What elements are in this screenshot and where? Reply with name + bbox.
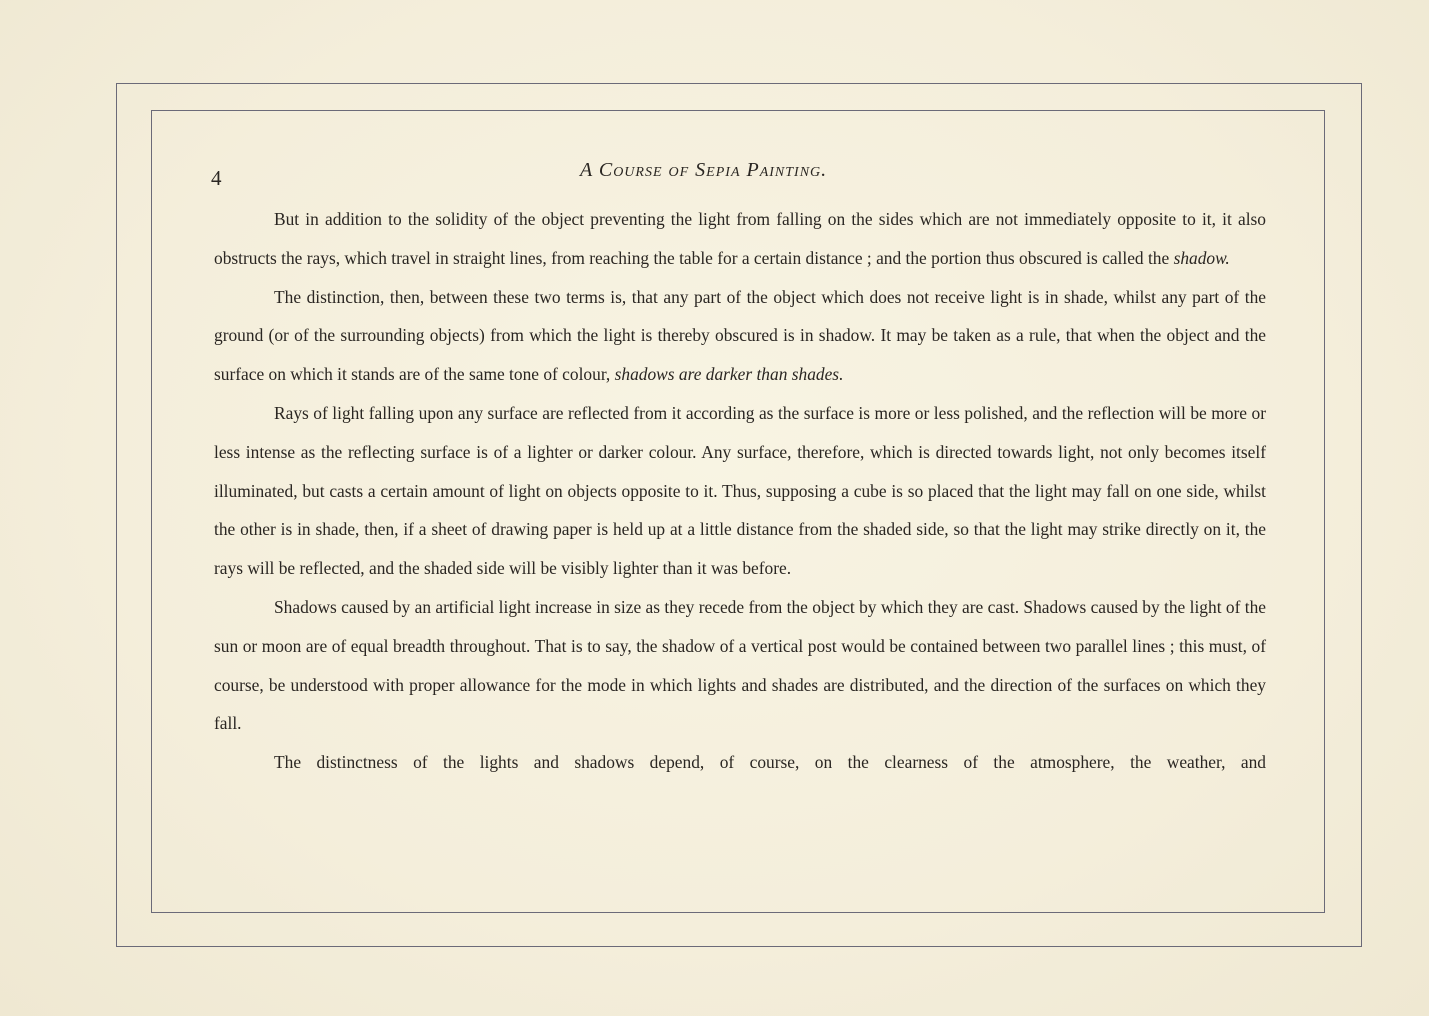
text-run: The distinctness of the lights and shadows depend, of course, on the clearness of the atmosphere, the weather, and <box>274 752 1266 773</box>
text-run: Shadows caused by an artificial light increase in size as they recede from the object by which they are cast. Shadows caused by the light of the sun or moon are of equal breadth throughout. That is to say, the shadow of a vertical post would be contained between two parallel lines ; this must, of course, be understood with proper allowance for the mode in which lights and shades are distributed, and the direction of the surfaces on which they fall. <box>214 596 1266 734</box>
running-head: A Course of Sepia Painting. <box>580 159 828 181</box>
paragraph <box>214 588 1266 743</box>
italic-text-run: shadows are darker than shades. <box>614 364 844 385</box>
paragraph <box>214 200 1266 278</box>
text-run: Rays of light falling upon any surface are reflected from it according as the surface is more or less polished, and the reflection will be more or less intense as the reflecting surface is of a lighter or darker colour. Any surface, therefore, which is directed towards light, not only becomes itself illuminated, but casts a certain amount of light on objects opposite to it. Thus, supposing a cube is so placed that the light may fall on one side, whilst the other is in shade, then, if a sheet of drawing paper is held up at a little distance from the shaded side, so that the light may strike directly on it, the rays will be reflected, and the shaded side will be visibly lighter than it was before. <box>214 402 1266 579</box>
italic-text-run: shadow. <box>1173 247 1230 268</box>
paragraph <box>214 743 1266 782</box>
text-run: But in addition to the solidity of the object preventing the light from falling on the sides which are not immediately opposite to it, it also obstructs the rays, which travel in straight lines, from reaching the table for a certain distance ; and the portion thus obscured is called the <box>214 209 1266 268</box>
paragraph <box>214 394 1266 588</box>
body-text <box>214 200 1266 782</box>
text-run: The distinction, then, between these two terms is, that any part of the object which does not receive light is in shade, whilst any part of the ground (or of the surrounding objects) from which the light is thereby obscured is in shadow. It may be taken as a rule, that when the object and the surface on which it stands are of the same tone of colour, <box>214 286 1266 385</box>
page-number: 4 <box>211 166 222 190</box>
paragraph <box>214 278 1266 394</box>
